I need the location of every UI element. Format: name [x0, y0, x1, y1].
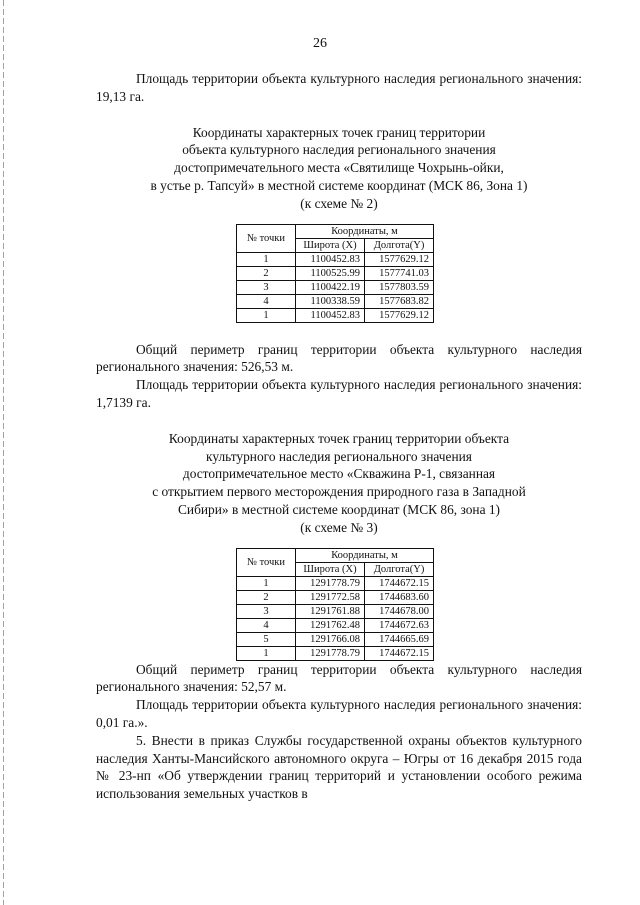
- table-row: [237, 308, 434, 322]
- heading-line: с открытием первого месторождения природного газа в Западной: [152, 484, 526, 500]
- heading-line: (к схеме № 3): [300, 519, 378, 535]
- cell-x: 1291772.58: [296, 590, 365, 604]
- heading-line: Сибири» в местной системе координат (МСК 86, зона 1): [177, 501, 501, 517]
- cell-point: 3: [237, 604, 296, 618]
- cell-x: 1291766.08: [296, 632, 365, 646]
- col-header-lat: Широта (X): [296, 562, 365, 576]
- heading-line: в устье р. Тапсуй» в местной системе координат (МСК 86, Зона 1): [150, 177, 528, 193]
- heading-line: достопримечательного места «Святилище Чохрынь-ойки,: [174, 160, 504, 176]
- heading-line: культурного наследия регионального значения: [206, 448, 472, 464]
- col-header-point: № точки: [237, 548, 296, 576]
- heading-scheme-3: [96, 430, 582, 537]
- cell-y: 1577629.12: [365, 252, 434, 266]
- cell-point: 2: [237, 590, 296, 604]
- cell-x: 1100338.59: [296, 294, 365, 308]
- cell-point: 1: [237, 252, 296, 266]
- table-row: [237, 280, 434, 294]
- col-header-lat: Широта (X): [296, 238, 365, 252]
- item-5-paragraph: 5. Внести в приказ Службы государственной охраны объектов культурного наследия Ханты-Мансийского автономного округа – Югры от 16 декабря 2015 года № 23-нп «Об утверждении границ территорий и установлении особого режима использования земельных участков в: [96, 732, 582, 802]
- cell-x: 1100422.19: [296, 280, 365, 294]
- cell-point: 1: [237, 646, 296, 660]
- col-header-coords: Координаты, м: [296, 224, 434, 238]
- heading-line: объекта культурного наследия регионального значения: [182, 142, 496, 158]
- scan-edge: [3, 0, 4, 905]
- cell-y: 1744665.69: [365, 632, 434, 646]
- cell-y: 1577683.82: [365, 294, 434, 308]
- cell-y: 1577629.12: [365, 308, 434, 322]
- heading-line: (к схеме № 2): [300, 195, 378, 211]
- cell-y: 1577741.03: [365, 266, 434, 280]
- cell-point: 2: [237, 266, 296, 280]
- area-paragraph-2: Площадь территории объекта культурного наследия регионального значения: 1,7139 га.: [96, 377, 582, 410]
- table-row: [237, 590, 434, 604]
- table-row: [237, 604, 434, 618]
- col-header-coords: Координаты, м: [296, 548, 434, 562]
- cell-point: 4: [237, 294, 296, 308]
- perimeter-paragraph-3: Общий периметр границ территории объекта культурного наследия регионального значения: 52,57 м.: [96, 661, 582, 695]
- table-row: [237, 618, 434, 632]
- col-header-lon: Долгота(Y): [365, 238, 434, 252]
- heading-line: Координаты характерных точек границ территории: [192, 124, 486, 140]
- coordinates-table-scheme-2: [236, 224, 434, 323]
- col-header-lon: Долгота(Y): [365, 562, 434, 576]
- cell-point: 5: [237, 632, 296, 646]
- cell-x: 1100452.83: [296, 308, 365, 322]
- cell-y: 1744678.00: [365, 604, 434, 618]
- cell-y: 1744672.15: [365, 646, 434, 660]
- cell-y: 1577803.59: [365, 280, 434, 294]
- table-row: [237, 646, 434, 660]
- table-row: [237, 632, 434, 646]
- area-paragraph-1: Площадь территории объекта культурного наследия регионального значения: 19,13 га.: [96, 71, 582, 104]
- cell-y: 1744672.63: [365, 618, 434, 632]
- area-paragraph-3: Площадь территории объекта культурного наследия регионального значения: 0,01 га.».: [96, 697, 582, 730]
- page-number: 26: [313, 36, 327, 51]
- cell-point: 4: [237, 618, 296, 632]
- cell-x: 1291761.88: [296, 604, 365, 618]
- document-body: [96, 70, 582, 803]
- heading-scheme-2: [96, 124, 582, 213]
- cell-x: 1291778.79: [296, 646, 365, 660]
- cell-x: 1100452.83: [296, 252, 365, 266]
- cell-point: 1: [237, 308, 296, 322]
- table-row: [237, 576, 434, 590]
- table-row: [237, 266, 434, 280]
- cell-y: 1744672.15: [365, 576, 434, 590]
- table-row: [237, 294, 434, 308]
- table-row: [237, 252, 434, 266]
- heading-line: достопримечательное место «Скважина Р-1, связанная: [182, 466, 496, 482]
- cell-point: 1: [237, 576, 296, 590]
- perimeter-paragraph-2: Общий периметр границ территории объекта культурного наследия регионального значения: 526,53 м.: [96, 341, 582, 375]
- heading-line: Координаты характерных точек границ территории объекта: [168, 430, 510, 446]
- cell-y: 1744683.60: [365, 590, 434, 604]
- col-header-point: № точки: [237, 224, 296, 252]
- cell-x: 1291762.48: [296, 618, 365, 632]
- cell-point: 3: [237, 280, 296, 294]
- cell-x: 1100525.99: [296, 266, 365, 280]
- coordinates-table-scheme-3: [236, 548, 434, 661]
- cell-x: 1291778.79: [296, 576, 365, 590]
